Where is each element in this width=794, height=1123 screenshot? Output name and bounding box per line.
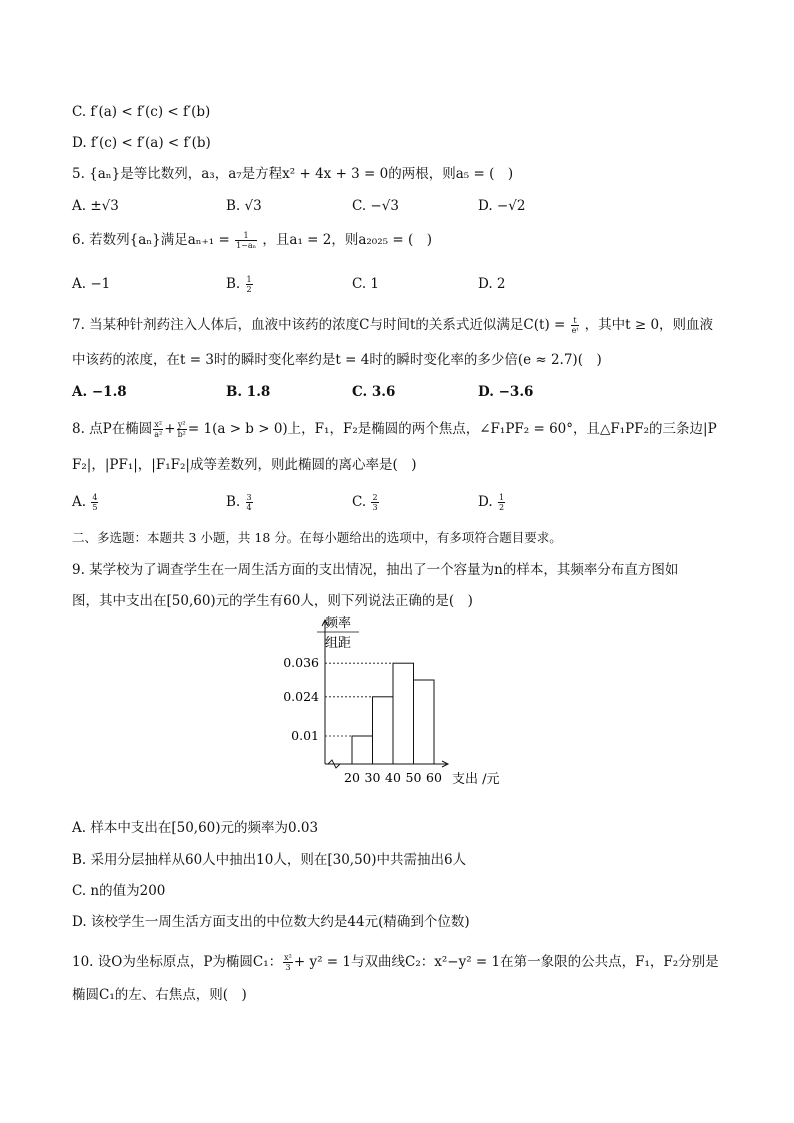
- q5-option-c: C. −√3: [352, 198, 399, 214]
- q8-frac1-den: a²: [154, 430, 163, 439]
- q5-option-b: B. √3: [226, 198, 262, 214]
- x-tick-label: 40: [385, 770, 401, 785]
- q8-frac1-num: x²: [154, 420, 163, 429]
- q9-line2: 图，其中支出在[50,60)元的学生有60人，则下列说法正确的是( ): [72, 593, 473, 609]
- q6-optb-den: 2: [246, 285, 252, 294]
- histogram-bar: [373, 697, 394, 764]
- q6-frac-den: 1−aₙ: [236, 241, 257, 250]
- q10-line1-b: + y² = 1与双曲线C₂：x²−y² = 1在第一象限的公共点，F₁，F₂分别是: [293, 954, 719, 970]
- q6-frac-num: 1: [235, 231, 257, 241]
- q7-option-a: A. −1.8: [72, 384, 127, 400]
- q8-line1: 8. 点P在椭圆 $\frac{\text{x²}}{\text{a²}}$ + $\frac{\text{y²}}{\text{b²}}$ = 1(a > b > 0)上，F₁，F₂是椭圆的两个焦点，∠F₁PF₂ = 60°，且△F₁PF₂的三条边|P: [72, 420, 717, 439]
- q8-line1-a: 8. 点P在椭圆: [72, 421, 153, 437]
- q7-line1-a: 7. 当某种针剂药注入人体后，血液中该药的浓度C与时间t的关系式近似满足C(t) =: [72, 317, 566, 333]
- q6-option-b: [226, 274, 254, 294]
- q8-opt-b-label: B.: [226, 494, 241, 510]
- q7-line1-b: ，其中t ≥ 0，则血液: [584, 317, 714, 333]
- q8-opt-b-num: 3: [246, 493, 252, 502]
- q9-line1: 9. 某学校为了调查学生在一周生活方面的支出情况，抽出了一个容量为n的样本，其频率分布直方图如: [72, 562, 679, 578]
- q6-stem: [72, 230, 432, 250]
- q6-optb-num: 1: [246, 275, 252, 284]
- q8-opt-c-label: C.: [352, 494, 367, 510]
- q10-frac-num: x²: [284, 953, 292, 962]
- y-tick-label: 0.036: [283, 655, 319, 671]
- q8-option-c: [352, 492, 380, 512]
- q10-fraction: [283, 953, 293, 972]
- q8-frac2-den: b²: [177, 430, 186, 439]
- q8-opt-b-den: 4: [246, 503, 252, 512]
- q7-option-b: B. 1.8: [226, 384, 271, 400]
- q5-option-a: A. ±√3: [72, 198, 119, 214]
- x-tick-label: 60: [426, 770, 442, 785]
- q8-opt-d-den: 2: [498, 503, 505, 512]
- q8-fraction-x: [153, 420, 163, 439]
- q7-line2: 中该药的浓度，在t = 3时的瞬时变化率约是t = 4时的瞬时变化率的多少倍(e ≈ 2.7)( ): [72, 352, 602, 368]
- q8-option-d: [478, 492, 506, 512]
- q7-option-c: C. 3.6: [352, 384, 396, 400]
- q8-opt-d-frac: [498, 493, 505, 512]
- y-label-bottom: 组距: [324, 636, 352, 651]
- x-tick-label: 30: [364, 770, 381, 785]
- q8-line1-b: = 1(a > b > 0)上，F₁，F₂是椭圆的两个焦点，∠F₁PF₂ = 60°，且△F₁PF₂的三条边|P: [187, 421, 717, 437]
- y-tick-label: 0.024: [283, 688, 319, 704]
- q8-opt-a-den: 5: [92, 503, 98, 512]
- q7-frac-den: eᵗ: [571, 326, 579, 335]
- q5-option-d: D. −√2: [478, 198, 526, 214]
- q8-opt-d-num: 1: [498, 493, 505, 502]
- q8-frac2-num: y²: [177, 420, 186, 429]
- q5-stem: 5. {aₙ}是等比数列，a₃，a₇是方程x² + 4x + 3 = 0的两根，则a₅ = ( ): [72, 166, 514, 182]
- q8-option-a: [72, 492, 99, 512]
- y-label-top: 频率: [324, 616, 352, 631]
- q6-stem-b: ，且a₁ = 2，则a₂₀₂₅ = ( ): [262, 232, 432, 248]
- q8-opt-c-den: 3: [372, 503, 378, 512]
- q9-option-c: C. n的值为200: [72, 883, 166, 899]
- q8-opt-a-frac: [91, 493, 98, 512]
- q6-fraction: [235, 231, 257, 250]
- q4-option-c: C. f′(a) < f′(c) < f′(b): [72, 104, 211, 120]
- q7-line1: [72, 315, 713, 335]
- q4-option-d: D. f′(c) < f′(a) < f′(b): [72, 135, 211, 151]
- q7-frac-num: t: [571, 316, 580, 326]
- q10-line1-a: 10. 设O为坐标原点，P为椭圆C₁：: [72, 954, 283, 970]
- y-tick-label: 0.01: [291, 728, 319, 743]
- histogram-bar: [352, 736, 373, 764]
- q7-fraction: [571, 316, 580, 335]
- x-tick-label: 20: [344, 770, 360, 785]
- q10-line2: 椭圆C₁的左、右焦点，则( ): [72, 987, 247, 1003]
- q6-option-b-fraction: [246, 275, 253, 294]
- q8-line2: F₂|，|PF₁|，|F₁F₂|成等差数列，则此椭圆的离心率是( ): [72, 457, 417, 473]
- histogram-chart: [270, 612, 530, 790]
- q8-opt-b-frac: [246, 493, 253, 512]
- q7-option-d: D. −3.6: [478, 384, 534, 400]
- q8-option-b: [226, 492, 254, 512]
- q8-opt-d-label: D.: [478, 494, 493, 510]
- q6-option-c: C. 1: [352, 276, 380, 292]
- q8-opt-a-num: 4: [92, 493, 98, 502]
- q8-opt-c-frac: [371, 493, 378, 512]
- q6-option-a: A. −1: [72, 276, 111, 292]
- q8-fraction-y: [177, 420, 187, 439]
- x-tick-label: 50: [405, 770, 422, 785]
- histogram-bar: [393, 663, 414, 764]
- q8-opt-a-label: A.: [72, 494, 87, 510]
- q6-option-d: D. 2: [478, 276, 506, 292]
- x-axis-label: 支出 /元: [452, 772, 500, 787]
- q9-option-b: B. 采用分层抽样从60人中抽出10人，则在[30,50)中共需抽出6人: [72, 852, 467, 868]
- q6-stem-a: 6. 若数列{aₙ}满足aₙ₊₁ =: [72, 232, 230, 248]
- q8-opt-c-num: 2: [372, 493, 378, 502]
- histogram-bar: [414, 680, 435, 764]
- q10-line1: [72, 952, 719, 972]
- section-2-heading: 二、多选题：本题共 3 小题，共 18 分。在每小题给出的选项中，有多项符合题目要求。: [72, 530, 562, 545]
- q9-option-a: A. 样本中支出在[50,60)元的频率为0.03: [72, 820, 319, 836]
- q9-option-d: D. 该校学生一周生活方面支出的中位数大约是44元(精确到个位数): [72, 914, 470, 930]
- q10-frac-den: 3: [285, 963, 291, 972]
- q6-option-b-label: B.: [226, 276, 241, 292]
